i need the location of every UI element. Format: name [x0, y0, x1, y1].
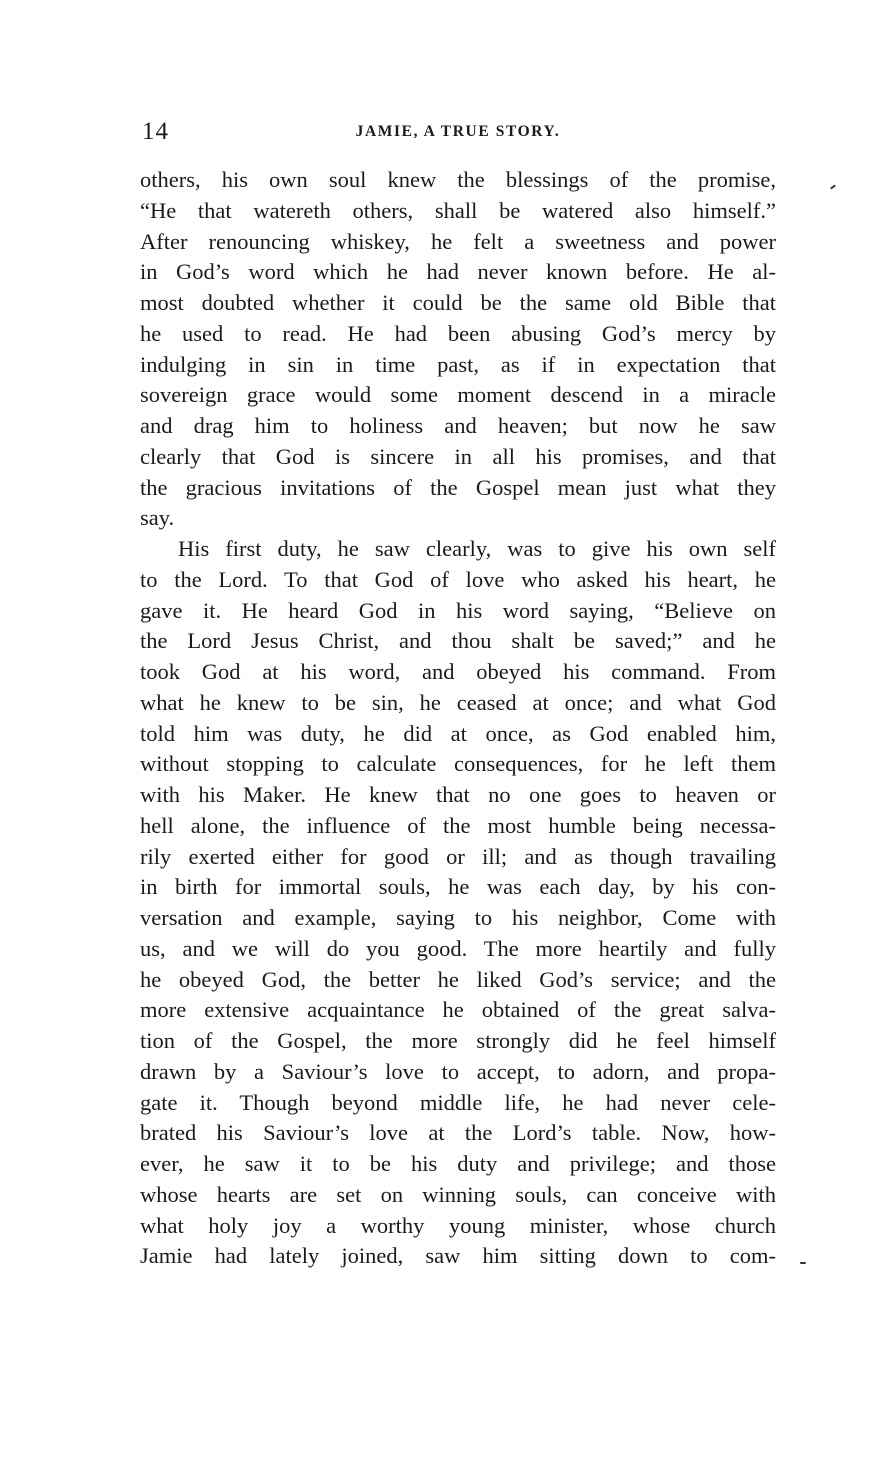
- paragraph: [140, 534, 776, 1272]
- text-line: others, his own soul knew the blessings of the promise,: [140, 167, 776, 192]
- text-line: in birth for immortal souls, he was each day, by his con-: [140, 874, 776, 900]
- running-title: JAMIE, A TRUE STORY.: [355, 123, 561, 140]
- text-line: drawn by a Saviour’s love to accept, to adorn, and propa-: [140, 1058, 776, 1084]
- text-line: clearly that God is sincere in all his promises, and that: [140, 443, 776, 469]
- text-line: ever, he saw it to be his duty and privilege; and those: [140, 1151, 776, 1176]
- text-line: without stopping to calculate consequences, for he left them: [140, 751, 776, 777]
- text-line: Jamie had lately joined, saw him sitting down to com-: [140, 1243, 776, 1269]
- text-line: us, and we will do you good. The more heartily and fully: [140, 935, 776, 961]
- text-line: more extensive acquaintance he obtained of the great salva-: [140, 997, 776, 1023]
- text-line: in God’s word which he had never known before. He al-: [140, 259, 776, 285]
- text-line: hell alone, the influence of the most humble being necessa-: [140, 812, 776, 838]
- text-line: he used to read. He had been abusing God’s mercy by: [140, 320, 776, 346]
- text-line: the gracious invitations of the Gospel mean just what they: [140, 474, 776, 500]
- text-line: told him was duty, he did at once, as God enabled him,: [140, 720, 776, 746]
- text-line: he obeyed God, the better he liked God’s service; and the: [140, 966, 776, 992]
- text-line: gave it. He heard God in his word saying, “Believe on: [140, 597, 776, 623]
- text-line: whose hearts are set on winning souls, can conceive with: [140, 1181, 776, 1207]
- text-line: the Lord Jesus Christ, and thou shalt be saved;” and he: [140, 628, 776, 654]
- text-line: with his Maker. He knew that no one goes to heaven or: [140, 782, 776, 807]
- page-number: 14: [142, 118, 169, 145]
- text-line: say.: [140, 505, 175, 531]
- page-header: [140, 118, 776, 148]
- text-line: gate it. Though beyond middle life, he had never cele-: [140, 1089, 776, 1115]
- text-line: tion of the Gospel, the more strongly did he feel himself: [140, 1028, 776, 1053]
- text-line: what holy joy a worthy young minister, whose church: [140, 1212, 776, 1238]
- text-line: sovereign grace would some moment descend in a miracle: [140, 382, 776, 408]
- text-line: brated his Saviour’s love at the Lord’s table. Now, how-: [140, 1120, 776, 1146]
- text-line: versation and example, saying to his neighbor, Come with: [140, 905, 776, 930]
- text-line: After renouncing whiskey, he felt a sweetness and power: [140, 228, 776, 254]
- text-line: what he knew to be sin, he ceased at once; and what God: [140, 689, 776, 715]
- margin-speck-bottom: [800, 1262, 806, 1264]
- text-line: took God at his word, and obeyed his command. From: [140, 659, 776, 684]
- text-line: and drag him to holiness and heaven; but now he saw: [140, 413, 776, 438]
- margin-speck-top: [830, 184, 836, 189]
- text-line: to the Lord. To that God of love who asked his heart, he: [140, 566, 776, 592]
- body-text: [140, 165, 776, 1272]
- text-line: His first duty, he saw clearly, was to give his own self: [178, 536, 776, 561]
- text-line: most doubted whether it could be the same old Bible that: [140, 290, 776, 315]
- paragraph: [140, 165, 776, 534]
- text-line: rily exerted either for good or ill; and as though travailing: [140, 843, 776, 869]
- paragraph-container: [140, 165, 776, 1272]
- text-line: indulging in sin in time past, as if in expectation that: [140, 351, 776, 377]
- text-line: “He that watereth others, shall be watered also himself.”: [140, 197, 776, 223]
